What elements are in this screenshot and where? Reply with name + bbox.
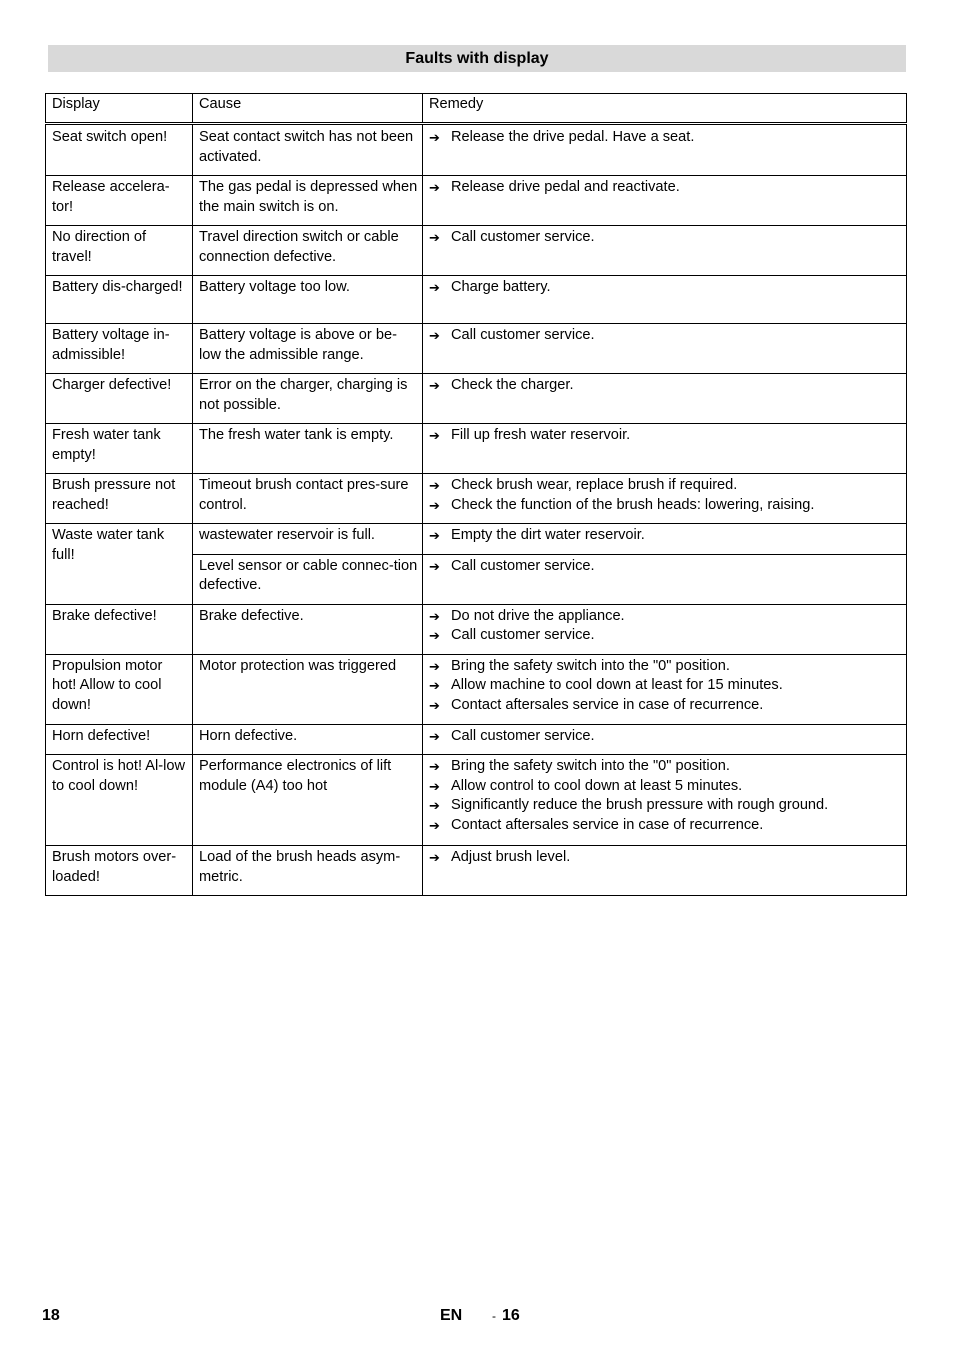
right-arrow-icon: ➔ (429, 230, 440, 245)
table-header-row (46, 94, 907, 124)
remedy-item (429, 128, 902, 148)
cause-cell: Battery voltage too low. (193, 276, 423, 324)
remedy-text: Do not drive the appliance. (451, 607, 625, 624)
remedy-cell (423, 474, 907, 524)
remedy-text: Call customer service. (451, 557, 595, 574)
remedy-text: Allow control to cool down at least 5 minutes. (451, 777, 743, 794)
faults-table (45, 93, 907, 896)
remedy-text: Empty the dirt water reservoir. (451, 527, 645, 543)
language-code: EN (440, 1307, 463, 1324)
remedy-item (429, 626, 902, 646)
remedy-item (429, 426, 902, 446)
remedy-cell (423, 554, 907, 604)
remedy-item (429, 228, 902, 248)
table-row (46, 276, 907, 324)
right-arrow-icon: ➔ (429, 798, 440, 813)
cause-cell: Travel direction switch or cable connection defective. (193, 226, 423, 276)
remedy-cell (423, 176, 907, 226)
remedy-cell (423, 846, 907, 896)
remedy-cell (423, 374, 907, 424)
cause-cell: The gas pedal is depressed when the main switch is on. (193, 176, 423, 226)
table-row (46, 846, 907, 896)
remedy-text: Bring the safety switch into the "0" position. (451, 657, 730, 674)
remedy-text: Adjust brush level. (451, 849, 571, 865)
header-remedy: Remedy (423, 94, 907, 124)
display-cell: Horn defective! (46, 724, 193, 755)
cause-cell: Horn defective. (193, 724, 423, 755)
right-arrow-icon: ➔ (429, 280, 440, 295)
cause-cell: Level sensor or cable connec-tion defective. (193, 554, 423, 604)
remedy-cell (423, 604, 907, 654)
right-arrow-icon: ➔ (429, 528, 440, 543)
remedy-text: Release the drive pedal. Have a seat. (451, 129, 695, 145)
page-number: 18 (42, 1307, 60, 1324)
remedy-cell (423, 124, 907, 176)
right-arrow-icon: ➔ (429, 328, 440, 343)
right-arrow-icon: ➔ (429, 180, 440, 195)
display-cell: Charger defective! (46, 374, 193, 424)
display-cell: Waste water tank full! (46, 524, 193, 605)
cause-cell: Seat contact switch has not been activated. (193, 124, 423, 176)
table-row (46, 724, 907, 755)
remedy-cell (423, 226, 907, 276)
cause-cell: Battery voltage is above or be-low the admissible range. (193, 324, 423, 374)
display-cell: Brush motors over-loaded! (46, 846, 193, 896)
remedy-cell (423, 324, 907, 374)
right-arrow-icon: ➔ (429, 817, 440, 833)
display-cell: Release accelera-tor! (46, 176, 193, 226)
remedy-item (429, 727, 902, 747)
cause-cell: The fresh water tank is empty. (193, 424, 423, 474)
remedy-item (429, 607, 902, 627)
table-row (46, 124, 907, 176)
right-arrow-icon: ➔ (429, 478, 440, 493)
table-body (46, 124, 907, 896)
right-arrow-icon: ➔ (429, 130, 440, 145)
display-cell: Propulsion motor hot! Allow to cool down! (46, 654, 193, 724)
table-row (46, 176, 907, 226)
cause-cell: Load of the brush heads asym-metric. (193, 846, 423, 896)
cause-cell: Timeout brush contact pres-sure control. (193, 474, 423, 524)
remedy-item (429, 496, 902, 516)
right-arrow-icon: ➔ (429, 428, 440, 443)
remedy-text: Allow machine to cool down at least for 15 minutes. (451, 677, 783, 693)
sub-page-number: 16 (502, 1307, 520, 1324)
remedy-text: Contact aftersales service in case of recurrence. (451, 816, 764, 833)
table-row (46, 604, 907, 654)
cause-cell: wastewater reservoir is full. (193, 524, 423, 555)
display-cell: No direction of travel! (46, 226, 193, 276)
cause-cell: Performance electronics of lift module (A4) too hot (193, 755, 423, 846)
remedy-item (429, 777, 902, 797)
remedy-cell (423, 724, 907, 755)
remedy-text: Call customer service. (451, 627, 595, 643)
remedy-item (429, 526, 902, 546)
remedy-cell (423, 424, 907, 474)
remedy-item (429, 376, 902, 396)
display-cell: Control is hot! Al-low to cool down! (46, 755, 193, 846)
remedy-item (429, 557, 902, 577)
remedy-item (429, 848, 902, 868)
display-cell: Brush pressure not reached! (46, 474, 193, 524)
display-cell: Brake defective! (46, 604, 193, 654)
cause-cell: Brake defective. (193, 604, 423, 654)
remedy-item (429, 657, 902, 677)
section-title: Faults with display (48, 45, 906, 72)
right-arrow-icon: ➔ (429, 378, 440, 393)
header-display: Display (46, 94, 193, 124)
right-arrow-icon: ➔ (429, 759, 440, 774)
remedy-text: Contact aftersales service in case of recurrence. (451, 696, 764, 713)
table-row (46, 654, 907, 724)
right-arrow-icon: ➔ (429, 497, 440, 513)
right-arrow-icon: ➔ (429, 678, 440, 693)
remedy-cell (423, 276, 907, 324)
display-cell: Fresh water tank empty! (46, 424, 193, 474)
right-arrow-icon: ➔ (429, 608, 440, 624)
remedy-item (429, 816, 902, 836)
header-cause: Cause (193, 94, 423, 124)
remedy-text: Call customer service. (451, 727, 595, 744)
remedy-item (429, 326, 902, 346)
remedy-text: Charge battery. (451, 279, 551, 295)
remedy-text: Significantly reduce the brush pressure with rough ground. (451, 797, 829, 813)
remedy-text: Check the charger. (451, 377, 574, 393)
remedy-item (429, 696, 902, 716)
remedy-text: Fill up fresh water reservoir. (451, 427, 631, 443)
display-cell: Seat switch open! (46, 124, 193, 176)
right-arrow-icon: ➔ (429, 778, 440, 794)
remedy-text: Check the function of the brush heads: lowering, raising. (451, 496, 815, 513)
display-cell: Battery dis-charged! (46, 276, 193, 324)
table-row (46, 424, 907, 474)
right-arrow-icon: ➔ (429, 658, 440, 674)
right-arrow-icon: ➔ (429, 558, 440, 574)
remedy-item (429, 476, 902, 496)
table-row (46, 474, 907, 524)
remedy-item (429, 278, 902, 298)
remedy-text: Release drive pedal and reactivate. (451, 179, 680, 195)
table-row (46, 374, 907, 424)
table-row (46, 755, 907, 846)
right-arrow-icon: ➔ (429, 850, 440, 865)
remedy-item (429, 676, 902, 696)
remedy-text: Call customer service. (451, 229, 595, 245)
remedy-text: Check brush wear, replace brush if required. (451, 477, 738, 493)
remedy-cell (423, 654, 907, 724)
remedy-cell (423, 524, 907, 555)
table-row (46, 324, 907, 374)
right-arrow-icon: ➔ (429, 628, 440, 643)
remedy-item (429, 796, 902, 816)
display-cell: Battery voltage in-admissible! (46, 324, 193, 374)
cause-cell: Motor protection was triggered (193, 654, 423, 724)
right-arrow-icon: ➔ (429, 697, 440, 713)
remedy-text: Bring the safety switch into the "0" position. (451, 758, 730, 774)
table-row (46, 226, 907, 276)
remedy-text: Call customer service. (451, 327, 595, 343)
remedy-item (429, 178, 902, 198)
cause-cell: Error on the charger, charging is not possible. (193, 374, 423, 424)
right-arrow-icon: ➔ (429, 728, 440, 744)
table-row (46, 524, 907, 555)
footer-separator: - (492, 1309, 496, 1323)
remedy-cell (423, 755, 907, 846)
remedy-item (429, 757, 902, 777)
